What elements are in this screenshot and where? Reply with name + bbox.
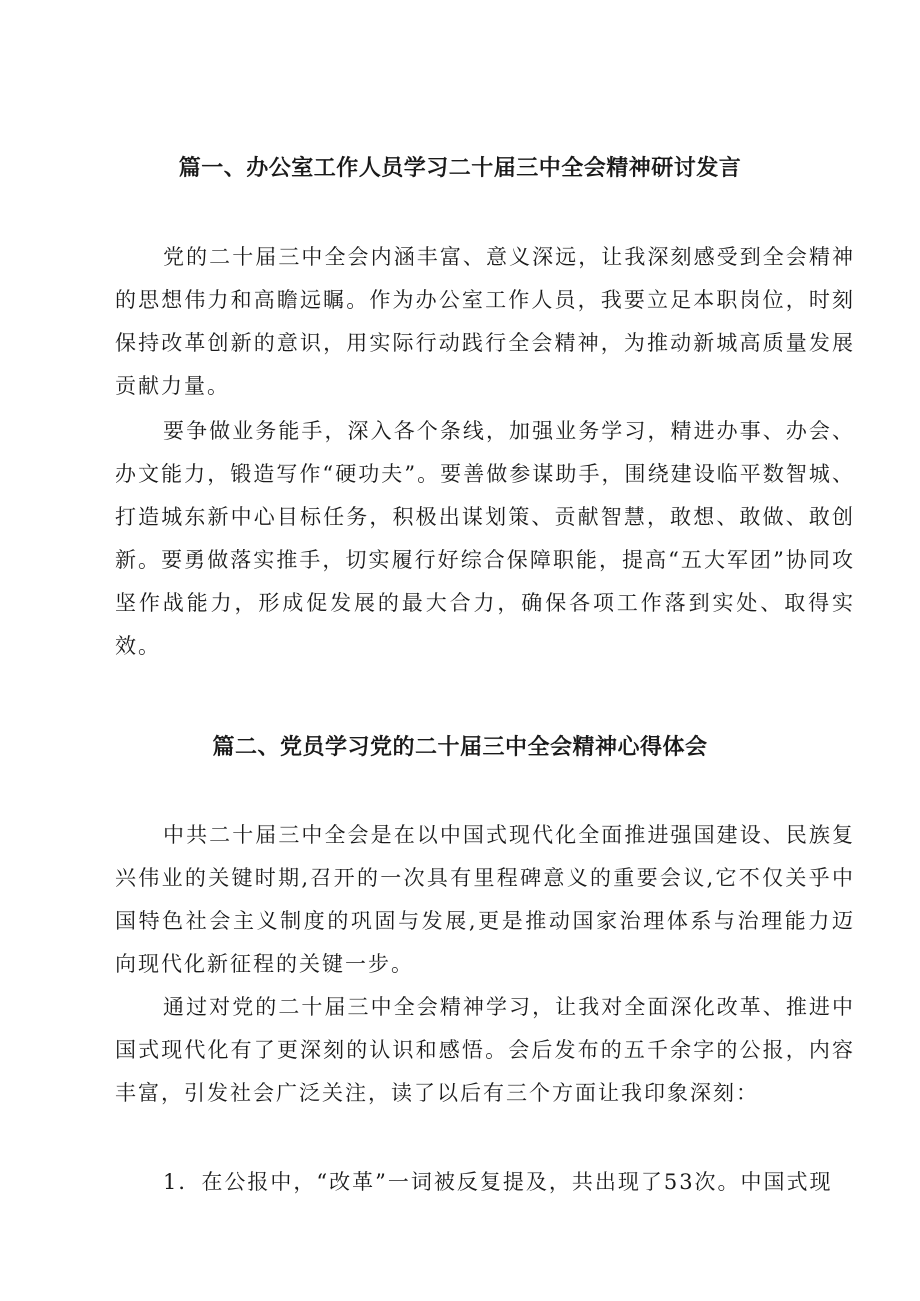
section-2-paragraph-3: 1．在公报中，“改革”一词被反复提及，共出现了53次。中国式现: [163, 1170, 833, 1194]
section-1-title: 篇一、办公室工作人员学习二十届三中全会精神研讨发言: [178, 156, 742, 181]
section-2-title: 篇二、党员学习党的二十届三中全会精神心得体会: [212, 735, 708, 760]
section-2-paragraph-1: 中共二十届三中全会是在以中国式现代化全面推进强国建设、民族复兴伟业的关键时期,召开的一次具有里程碑意义的重要会议,它不仅关乎中国特色社会主义制度的巩固与发展,更是推动国家治理体系与治理能力迈向现代化新征程的关键一步。: [115, 823, 855, 976]
section-1-paragraph-1: 党的二十届三中全会内涵丰富、意义深远，让我深刻感受到全会精神的思想伟力和高瞻远瞩。作为办公室工作人员，我要立足本职岗位，时刻保持改革创新的意识，用实际行动践行全会精神，为推动新城高质量发展贡献力量。: [115, 245, 855, 398]
section-2-paragraph-2: 通过对党的二十届三中全会精神学习，让我对全面深化改革、推进中国式现代化有了更深刻的认识和感悟。会后发布的五千余字的公报，内容丰富，引发社会广泛关注，读了以后有三个方面让我印象深刻：: [115, 995, 855, 1105]
section-1-paragraph-2: 要争做业务能手，深入各个条线，加强业务学习，精进办事、办会、办文能力，锻造写作“硬功夫”。要善做参谋助手，围绕建设临平数智城、打造城东新中心目标任务，积极出谋划策、贡献智慧，敢想、敢做、敢创新。要勇做落实推手，切实履行好综合保障职能，提高“五大军团”协同攻坚作战能力，形成促发展的最大合力，确保各项工作落到实处、取得实效。: [115, 419, 855, 658]
